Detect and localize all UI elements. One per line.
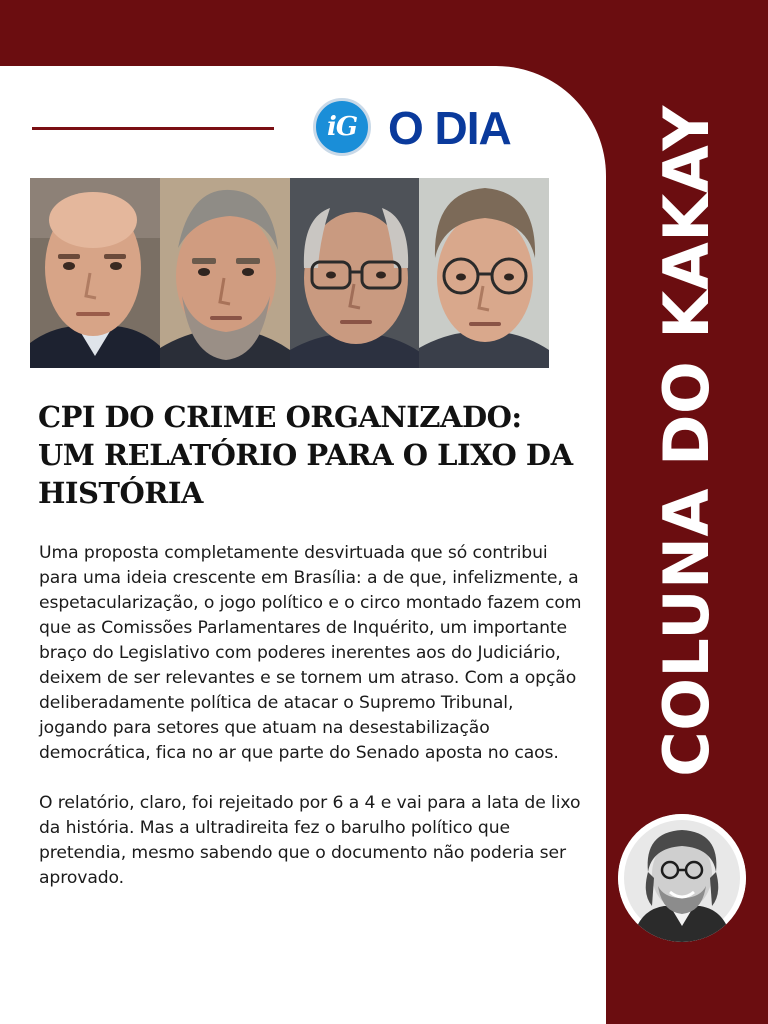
portrait-3: [290, 178, 420, 368]
portrait-2: [160, 178, 290, 368]
ig-logo-text: iG: [326, 112, 358, 142]
article-paragraph-2: O relatório, claro, foi rejeitado por 6 a 4 e vai para a lata de lixo da história. Mas a ultradireita fez o barulho político que pretendia, mesmo sabendo que o documento não poderia ser aprovado.: [39, 793, 581, 888]
author-avatar-icon: [618, 814, 746, 942]
portrait-4: [419, 178, 549, 368]
column-title: COLUNA DO KAKAY: [650, 105, 723, 777]
photo-strip: [30, 178, 549, 368]
article-body: [39, 541, 587, 916]
header-divider: [32, 127, 274, 130]
brand-name[interactable]: O DIA: [388, 102, 511, 154]
article-paragraph-1: Uma proposta completamente desvirtuada que só contribui para uma ideia crescente em Brasília: a de que, infelizmente, a espetacularização, o jogo político e o circo montado fazem com que as Comissões Parlamentares de Inquérito, um importante braço do Legislativo com poderes inerentes aos do Judiciário, deixem de ser relevantes e se tornem um atraso. Com a opção deliberadamente política de atacar o Supremo Tribunal, jogando para setores que atuam na desestabilização democrática, fica no ar que parte do Senado aposta no caos.: [39, 543, 582, 763]
ig-logo-icon[interactable]: [313, 98, 371, 156]
portrait-1: [30, 178, 160, 368]
article-headline: CPI DO CRIME ORGANIZADO: UM RELATÓRIO PARA O LIXO DA HISTÓRIA: [38, 400, 573, 510]
